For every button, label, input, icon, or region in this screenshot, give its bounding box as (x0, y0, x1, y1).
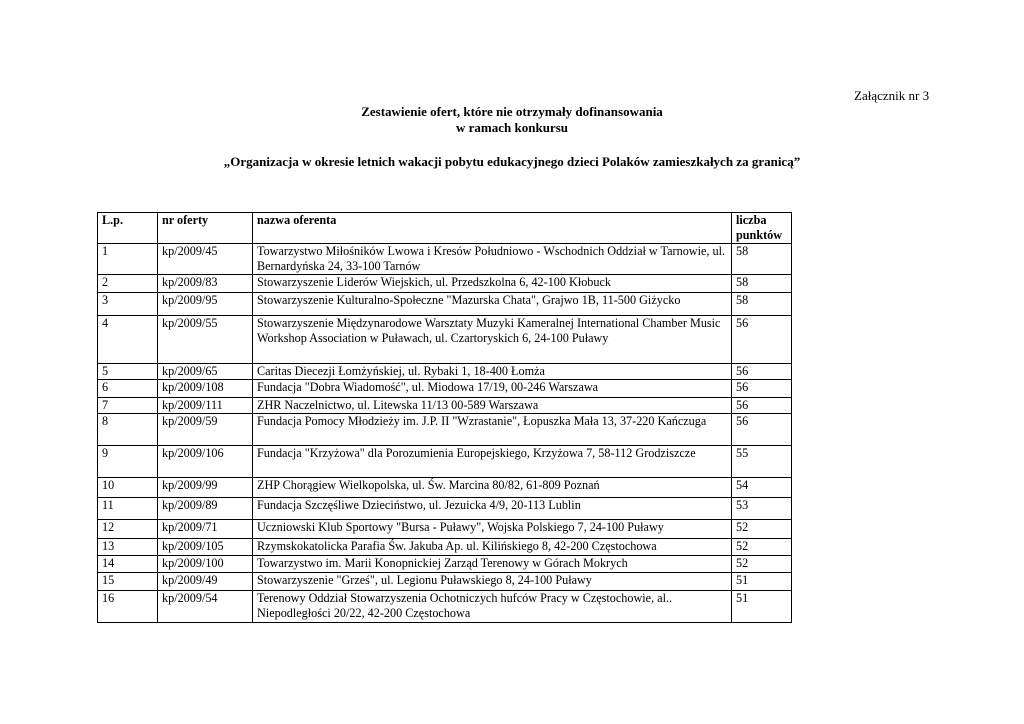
document-title: Zestawienie ofert, które nie otrzymały dofinansowania (361, 104, 663, 119)
cell-applicant-name: Uczniowski Klub Sportowy "Bursa - Puławy", Wojska Polskiego 7, 24-100 Puławy (253, 520, 732, 539)
cell-applicant-name: Rzymskokatolicka Parafia Św. Jakuba Ap. ul. Kilińskiego 8, 42-200 Częstochowa (253, 539, 732, 556)
cell-points: 56 (732, 398, 792, 414)
table-row (98, 591, 792, 623)
table-row (98, 556, 792, 573)
cell-points: 55 (732, 446, 792, 478)
cell-lp: 2 (98, 275, 158, 293)
cell-applicant-name: ZHR Naczelnictwo, ul. Litewska 11/13 00-589 Warszawa (253, 398, 732, 414)
cell-offer-number: kp/2009/49 (158, 573, 253, 591)
table-row (98, 380, 792, 398)
table-row (98, 398, 792, 414)
cell-offer-number: kp/2009/105 (158, 539, 253, 556)
cell-points: 56 (732, 380, 792, 398)
cell-offer-number: kp/2009/45 (158, 244, 253, 275)
cell-offer-number: kp/2009/59 (158, 414, 253, 446)
cell-lp: 13 (98, 539, 158, 556)
cell-lp: 8 (98, 414, 158, 446)
document-subtitle: w ramach konkursu (456, 120, 568, 135)
cell-applicant-name: Fundacja "Dobra Wiadomość", ul. Miodowa 17/19, 00-246 Warszawa (253, 380, 732, 398)
cell-points: 58 (732, 293, 792, 316)
cell-offer-number: kp/2009/108 (158, 380, 253, 398)
cell-offer-number: kp/2009/55 (158, 316, 253, 364)
cell-lp: 7 (98, 398, 158, 414)
cell-points: 58 (732, 275, 792, 293)
cell-lp: 11 (98, 498, 158, 520)
cell-offer-number: kp/2009/111 (158, 398, 253, 414)
cell-applicant-name: ZHP Chorągiew Wielkopolska, ul. Św. Marcina 80/82, 61-809 Poznań (253, 478, 732, 498)
cell-points: 51 (732, 573, 792, 591)
cell-applicant-name: Stowarzyszenie Kulturalno-Społeczne "Mazurska Chata", Grajwo 1B, 11-500 Giżycko (253, 293, 732, 316)
cell-offer-number: kp/2009/95 (158, 293, 253, 316)
header-lp: L.p. (98, 213, 158, 244)
table-row (98, 293, 792, 316)
cell-applicant-name: Terenowy Oddział Stowarzyszenia Ochotniczych hufców Pracy w Częstochowie, al.. Niepodległości 20/22, 42-200 Częstochowa (253, 591, 732, 623)
table-row (98, 478, 792, 498)
annex-label: Załącznik nr 3 (854, 88, 930, 103)
cell-points: 52 (732, 556, 792, 573)
cell-applicant-name: Stowarzyszenie Liderów Wiejskich, ul. Przedszkolna 6, 42-100 Kłobuck (253, 275, 732, 293)
cell-lp: 9 (98, 446, 158, 478)
cell-lp: 15 (98, 573, 158, 591)
table-row (98, 498, 792, 520)
cell-offer-number: kp/2009/83 (158, 275, 253, 293)
cell-points: 54 (732, 478, 792, 498)
table-row (98, 539, 792, 556)
cell-lp: 4 (98, 316, 158, 364)
offers-table (97, 212, 792, 623)
cell-lp: 10 (98, 478, 158, 498)
cell-points: 56 (732, 364, 792, 380)
cell-points: 51 (732, 591, 792, 623)
cell-points: 56 (732, 414, 792, 446)
cell-applicant-name: Towarzystwo Miłośników Lwowa i Kresów Południowo - Wschodnich Oddział w Tarnowie, ul. Bernardyńska 24, 33-100 Tarnów (253, 244, 732, 275)
cell-lp: 6 (98, 380, 158, 398)
table-row (98, 414, 792, 446)
cell-offer-number: kp/2009/100 (158, 556, 253, 573)
cell-offer-number: kp/2009/54 (158, 591, 253, 623)
cell-lp: 3 (98, 293, 158, 316)
cell-offer-number: kp/2009/71 (158, 520, 253, 539)
table-row (98, 244, 792, 275)
cell-offer-number: kp/2009/89 (158, 498, 253, 520)
cell-offer-number: kp/2009/99 (158, 478, 253, 498)
table-row (98, 275, 792, 293)
header-points: liczba punktów (732, 213, 792, 244)
table-row (98, 573, 792, 591)
cell-applicant-name: Fundacja Szczęśliwe Dzieciństwo, ul. Jezuicka 4/9, 20-113 Lublin (253, 498, 732, 520)
cell-points: 52 (732, 539, 792, 556)
table-row (98, 446, 792, 478)
cell-applicant-name: Stowarzyszenie "Grześ", ul. Legionu Puławskiego 8, 24-100 Puławy (253, 573, 732, 591)
cell-points: 56 (732, 316, 792, 364)
cell-lp: 12 (98, 520, 158, 539)
cell-lp: 14 (98, 556, 158, 573)
table-row (98, 364, 792, 380)
table-row (98, 520, 792, 539)
header-applicant-name: nazwa oferenta (253, 213, 732, 244)
cell-applicant-name: Stowarzyszenie Międzynarodowe Warsztaty Muzyki Kameralnej International Chamber Music Workshop Association w Puławach, ul. Czartoryskich 6, 24-100 Puławy (253, 316, 732, 364)
cell-applicant-name: Fundacja Pomocy Młodzieży im. J.P. II "Wzrastanie", Łopuszka Mała 13, 37-220 Kańczuga (253, 414, 732, 446)
table-header-row (98, 213, 792, 244)
cell-applicant-name: Caritas Diecezji Łomżyńskiej, ul. Rybaki 1, 18-400 Łomża (253, 364, 732, 380)
cell-lp: 1 (98, 244, 158, 275)
cell-applicant-name: Towarzystwo im. Marii Konopnickiej Zarząd Terenowy w Górach Mokrych (253, 556, 732, 573)
cell-points: 52 (732, 520, 792, 539)
cell-offer-number: kp/2009/106 (158, 446, 253, 478)
cell-offer-number: kp/2009/65 (158, 364, 253, 380)
cell-points: 53 (732, 498, 792, 520)
table-row (98, 316, 792, 364)
cell-lp: 5 (98, 364, 158, 380)
cell-points: 58 (732, 244, 792, 275)
header-offer-number: nr oferty (158, 213, 253, 244)
competition-name: „Organizacja w okresie letnich wakacji pobytu edukacyjnego dzieci Polaków zamieszkałych za granicą” (223, 154, 801, 169)
cell-applicant-name: Fundacja "Krzyżowa" dla Porozumienia Europejskiego, Krzyżowa 7, 58-112 Grodziszcze (253, 446, 732, 478)
cell-lp: 16 (98, 591, 158, 623)
